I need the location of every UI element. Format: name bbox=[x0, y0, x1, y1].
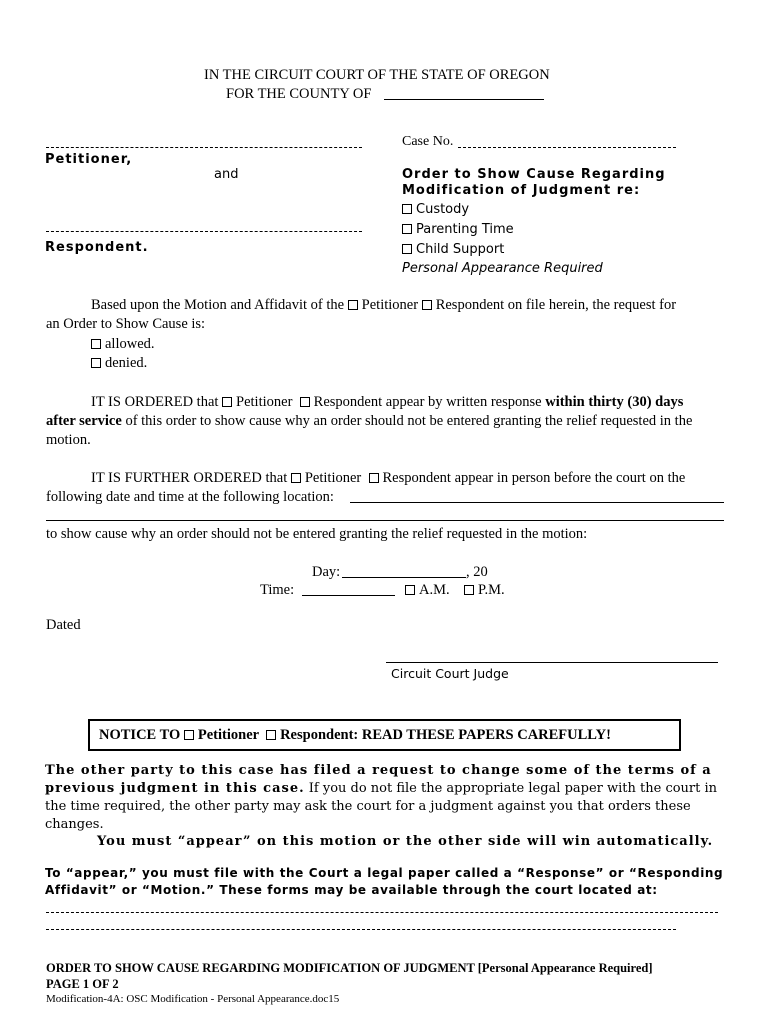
petitioner-name-field[interactable] bbox=[46, 147, 362, 148]
location-field-2[interactable] bbox=[46, 520, 724, 521]
year-label: , 20 bbox=[466, 564, 488, 580]
court-address-field-1[interactable] bbox=[46, 912, 718, 913]
case-no-field[interactable] bbox=[458, 147, 676, 148]
para2-respondent-checkbox[interactable] bbox=[300, 397, 310, 407]
petitioner-label: Petitioner, bbox=[45, 152, 133, 167]
pm-option[interactable]: P.M. bbox=[464, 581, 505, 600]
and-label: and bbox=[214, 167, 239, 182]
day-field[interactable] bbox=[342, 577, 466, 578]
para2-line3: motion. bbox=[46, 432, 91, 448]
footer-page: PAGE 1 OF 2 bbox=[46, 977, 119, 991]
to-appear-line-2: Affidavit” or “Motion.” These forms may be available through the court located at: bbox=[45, 883, 658, 897]
dated-label: Dated bbox=[46, 617, 81, 633]
county-heading: FOR THE COUNTY OF bbox=[226, 86, 372, 102]
court-address-field-2[interactable] bbox=[46, 929, 676, 930]
notice-heading: NOTICE TO Petitioner Respondent: READ THESE PAPERS CAREFULLY! bbox=[99, 727, 611, 743]
custody-checkbox[interactable] bbox=[402, 204, 412, 214]
personal-appearance-note: Personal Appearance Required bbox=[402, 261, 603, 276]
notice-line-2: previous judgment in this case. If you do not file the appropriate legal paper with the court in bbox=[45, 781, 718, 796]
para3-line2: following date and time at the following location: bbox=[46, 489, 334, 505]
location-field-1[interactable] bbox=[350, 502, 724, 503]
pm-checkbox[interactable] bbox=[464, 585, 474, 595]
para1-petitioner-checkbox[interactable] bbox=[348, 300, 358, 310]
time-field[interactable] bbox=[302, 595, 395, 596]
notice-petitioner-checkbox[interactable] bbox=[184, 730, 194, 740]
appear-warning: You must “appear” on this motion or the other side will win automatically. bbox=[97, 834, 714, 849]
am-option[interactable]: A.M. bbox=[405, 581, 450, 600]
case-no-label: Case No. bbox=[402, 134, 454, 149]
notice-respondent-checkbox[interactable] bbox=[266, 730, 276, 740]
para3-line1: IT IS FURTHER ORDERED that Petitioner Respondent appear in person before the court on the bbox=[91, 470, 686, 486]
footer-filename: Modification-4A: OSC Modification - Personal Appearance.doc15 bbox=[46, 993, 340, 1005]
parenting-time-option[interactable]: Parenting Time bbox=[402, 222, 514, 237]
order-title-line-1: Order to Show Cause Regarding bbox=[402, 167, 666, 182]
respondent-label: Respondent. bbox=[45, 240, 149, 255]
respondent-name-field[interactable] bbox=[46, 231, 362, 232]
allowed-option[interactable]: allowed. bbox=[91, 335, 155, 354]
denied-option[interactable]: denied. bbox=[91, 354, 147, 373]
county-field[interactable] bbox=[384, 99, 544, 100]
judge-signature-field[interactable] bbox=[386, 662, 718, 663]
allowed-checkbox[interactable] bbox=[91, 339, 101, 349]
day-label: Day: bbox=[312, 564, 341, 580]
am-checkbox[interactable] bbox=[405, 585, 415, 595]
para2-line1: IT IS ORDERED that Petitioner Respondent appear by written response within thirty (30) days bbox=[91, 394, 684, 410]
para3-line3: to show cause why an order should not be entered granting the relief requested in the motion: bbox=[46, 526, 588, 542]
parenting-time-checkbox[interactable] bbox=[402, 224, 412, 234]
para1-line1: Based upon the Motion and Affidavit of the Petitioner Respondent on file herein, the request for bbox=[91, 297, 677, 313]
notice-bold-line-1: The other party to this case has filed a request to change some of the terms of a bbox=[45, 763, 712, 778]
denied-checkbox[interactable] bbox=[91, 358, 101, 368]
para1-line2: an Order to Show Cause is: bbox=[46, 316, 206, 332]
notice-line-3: the time required, the other party may ask the court for a judgment against you that orders these bbox=[45, 799, 691, 814]
notice-line-4: changes. bbox=[45, 817, 104, 832]
para3-respondent-checkbox[interactable] bbox=[369, 473, 379, 483]
order-title-line-2: Modification of Judgment re: bbox=[402, 183, 641, 198]
child-support-option[interactable]: Child Support bbox=[402, 242, 504, 257]
court-heading: IN THE CIRCUIT COURT OF THE STATE OF OREGON bbox=[204, 67, 550, 83]
para2-petitioner-checkbox[interactable] bbox=[222, 397, 232, 407]
judge-label: Circuit Court Judge bbox=[391, 666, 509, 681]
para3-petitioner-checkbox[interactable] bbox=[291, 473, 301, 483]
time-label: Time: bbox=[260, 582, 295, 598]
custody-option[interactable]: Custody bbox=[402, 202, 469, 217]
footer-title: ORDER TO SHOW CAUSE REGARDING MODIFICATION OF JUDGMENT [Personal Appearance Required] bbox=[46, 961, 653, 975]
para2-line2: after service of this order to show cause why an order should not be entered granting the relief requested in the bbox=[46, 413, 693, 429]
child-support-checkbox[interactable] bbox=[402, 244, 412, 254]
to-appear-line-1: To “appear,” you must file with the Court a legal paper called a “Response” or “Responding bbox=[45, 866, 724, 880]
para1-respondent-checkbox[interactable] bbox=[422, 300, 432, 310]
